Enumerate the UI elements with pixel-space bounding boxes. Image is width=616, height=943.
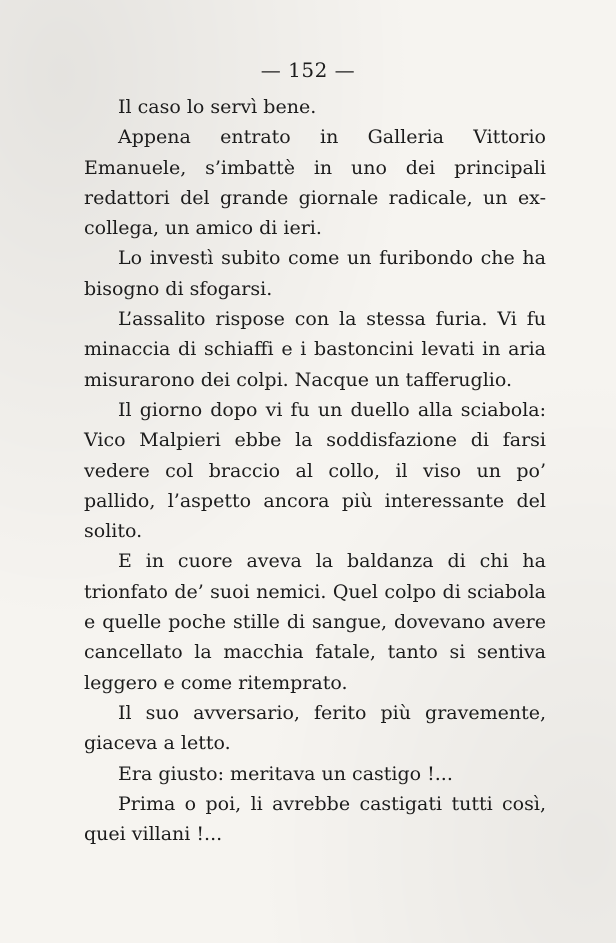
paragraph: Prima o poi, li avrebbe castigati tutti così, quei villani !... (84, 792, 546, 846)
paragraph: Era giusto: meritava un castigo !... (118, 762, 453, 785)
body-text (84, 92, 546, 849)
paragraph: Il giorno dopo vi fu un duello alla sciabola: Vico Malpieri ebbe la soddisfazione di farsi vedere col braccio al collo, il viso un po’ pallido, l’aspetto ancora più interessante del solito. (84, 398, 546, 543)
paragraph: L’assalito rispose con la stessa furia. Vi fu minaccia di schiaffi e i bastoncini levati in aria misurarono dei colpi. Nacque un tafferuglio. (84, 308, 546, 391)
paragraph: Il caso lo servì bene. (118, 96, 317, 118)
paragraph: E in cuore aveva la baldanza di chi ha trionfato de’ suoi nemici. Quel colpo di sciabola e quelle poche stille di sangue, dovevano avere cancellato la macchia fatale, tanto si sentiva leggero e come ritemprato. (84, 550, 546, 694)
paragraph: Il suo avversario, ferito più gravemente, giaceva a letto. (84, 701, 546, 755)
paragraph: Appena entrato in Galleria Vittorio Emanuele, s’imbattè in uno dei principali redattori del grande giornale radicale, un ex-collega, un amico di ieri. (84, 126, 546, 240)
page-number: — 152 — (260, 58, 356, 82)
paragraph: Lo investì subito come un furibondo che ha bisogno di sfogarsi. (84, 247, 546, 300)
